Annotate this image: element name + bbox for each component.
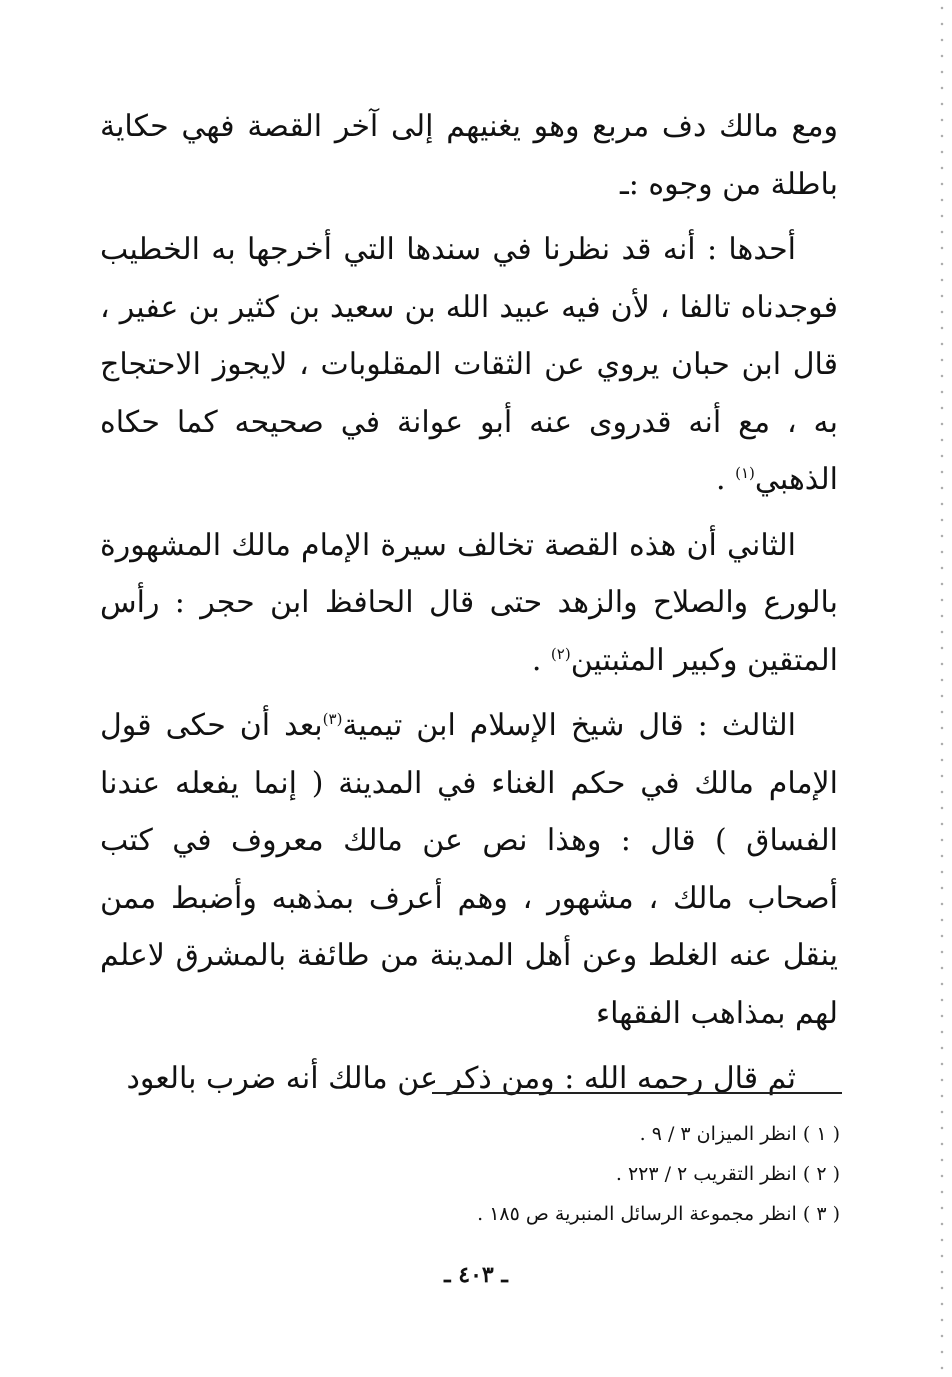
paragraph-second-point [100,517,838,690]
page-number: ـ ٤٠٣ ـ [444,1262,508,1288]
footnote-ref-2[interactable]: (٢) [550,644,571,663]
footnote-ref-3[interactable]: (٣) [322,710,343,728]
paragraph-third-point-lead: الثالث : قال شيخ الإسلام ابن تيمية [342,708,797,743]
scan-edge-dots [940,0,944,1377]
paragraph-third-point-text: بعد أن حكى قول الإمام مالك في حكم الغناء في المدينة ( إنما يفعله عندنا الفساق ) قال : وهذا نص عن مالك معروف في كتب أصحاب مالك ، مشهور ، وهم أعرف بمذهبه وأضبط ممن ينقل عنه الغلط وعن أهل المدينة من طائفة بالمشرق لاعلم لهم بمذاهب الفقهاء [100,708,838,1031]
footnote-1: ( ١ ) انظر الميزان ٣ / ٩ . [639,1123,840,1145]
paragraph-first-point-text: أحدها : أنه قد نظرنا في سندها التي أخرجها به الخطيب فوجدناه تالفا ، لأن فيه عبيد الله بن سعيد بن كثير بن عفير ، قال ابن حبان يروي عن الثقات المقلوبات ، لايجوز الاحتجاج به ، مع أنه قدروى عنه أبو عوانة في صحيحه كما حكاه الذهبي [100,232,838,497]
footnote-2: ( ٢ ) انظر التقريب ٢ / ٢٢٣ . [615,1163,840,1185]
paragraph-continuation-text: ثم قال رحمه الله : ومن ذكر عن مالك أنه ضرب بالعود [126,1061,796,1096]
footnote-divider [432,1092,842,1094]
paragraph-intro [100,98,838,213]
paragraph-continuation [100,1050,838,1108]
footnote-3: ( ٣ ) انظر مجموعة الرسائل المنبرية ص ١٨٥ . [477,1203,840,1225]
footnote-ref-1[interactable]: (١) [735,464,755,482]
paragraph-second-point-end: . [531,642,551,678]
paragraph-second-point-text: الثاني أن هذه القصة تخالف سيرة الإمام مالك المشهورة بالورع والصلاح والزهد حتى قال الحافظ ابن حجر : رأس المتقين وكبير المثبتين [100,527,838,678]
paragraph-first-point [100,221,838,509]
footnotes [300,1114,840,1234]
paragraph-first-point-end: . [716,462,736,497]
main-text [100,98,838,1116]
paragraph-intro-text: ومع مالك دف مربع وهو يغنيهم إلى آخر القصة فهي حكاية باطلة من وجوه :ـ [100,109,838,202]
paragraph-third-point [100,697,838,1042]
